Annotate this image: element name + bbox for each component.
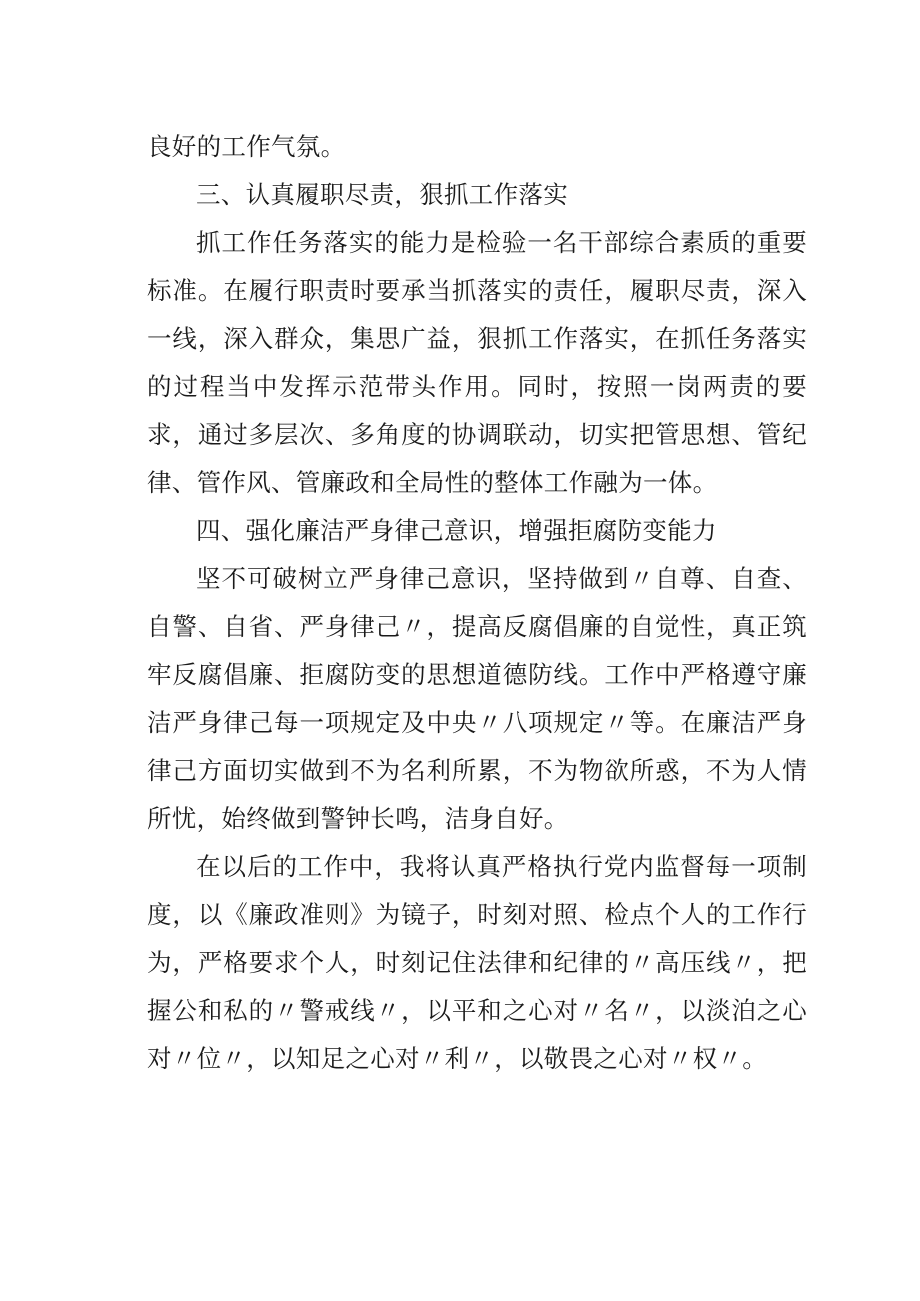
paragraph-conclusion: 在以后的工作中，我将认真严格执行党内监督每一项制度，以《廉政准则》为镜子，时刻对照、检点个人的工作行为，严格要求个人，时刻记住法律和纪律的〃高压线〃，把握公和私的〃警戒线〃，以平和之心对〃名〃，以淡泊之心对〃位〃，以知足之心对〃利〃，以敬畏之心对〃权〃。 (147, 852, 807, 1073)
paragraph-continuation: 良好的工作气氛。 (147, 132, 346, 161)
paragraph-duty: 抓工作任务落实的能力是检验一名干部综合素质的重要标准。在履行职责时要承当抓落实的责任，履职尽责，深入一线，深入群众，集思广益，狠抓工作落实，在抓任务落实的过程当中发挥示范带头作用。同时，按照一岗两责的要求，通过多层次、多角度的协调联动，切实把管思想、管纪律、管作风、管廉政和全局性的整体工作融为一体。 (147, 228, 807, 497)
paragraph-integrity: 坚不可破树立严身律己意识，坚持做到〃自尊、自查、自警、自省、严身律己〃，提高反腐倡廉的自觉性，真正筑牢反腐倡廉、拒腐防变的思想道德防线。工作中严格遵守廉洁严身律己每一项规定及中央〃八项规定〃等。在廉洁严身律己方面切实做到不为名利所累，不为物欲所惑，不为人情所忧，始终做到警钟长鸣，洁身自好。 (147, 564, 807, 833)
section-heading-three: 三、认真履职尽责，狠抓工作落实 (196, 180, 568, 209)
document-body (147, 123, 807, 1083)
section-heading-four: 四、强化廉洁严身律己意识，增强拒腐防变能力 (196, 516, 717, 545)
